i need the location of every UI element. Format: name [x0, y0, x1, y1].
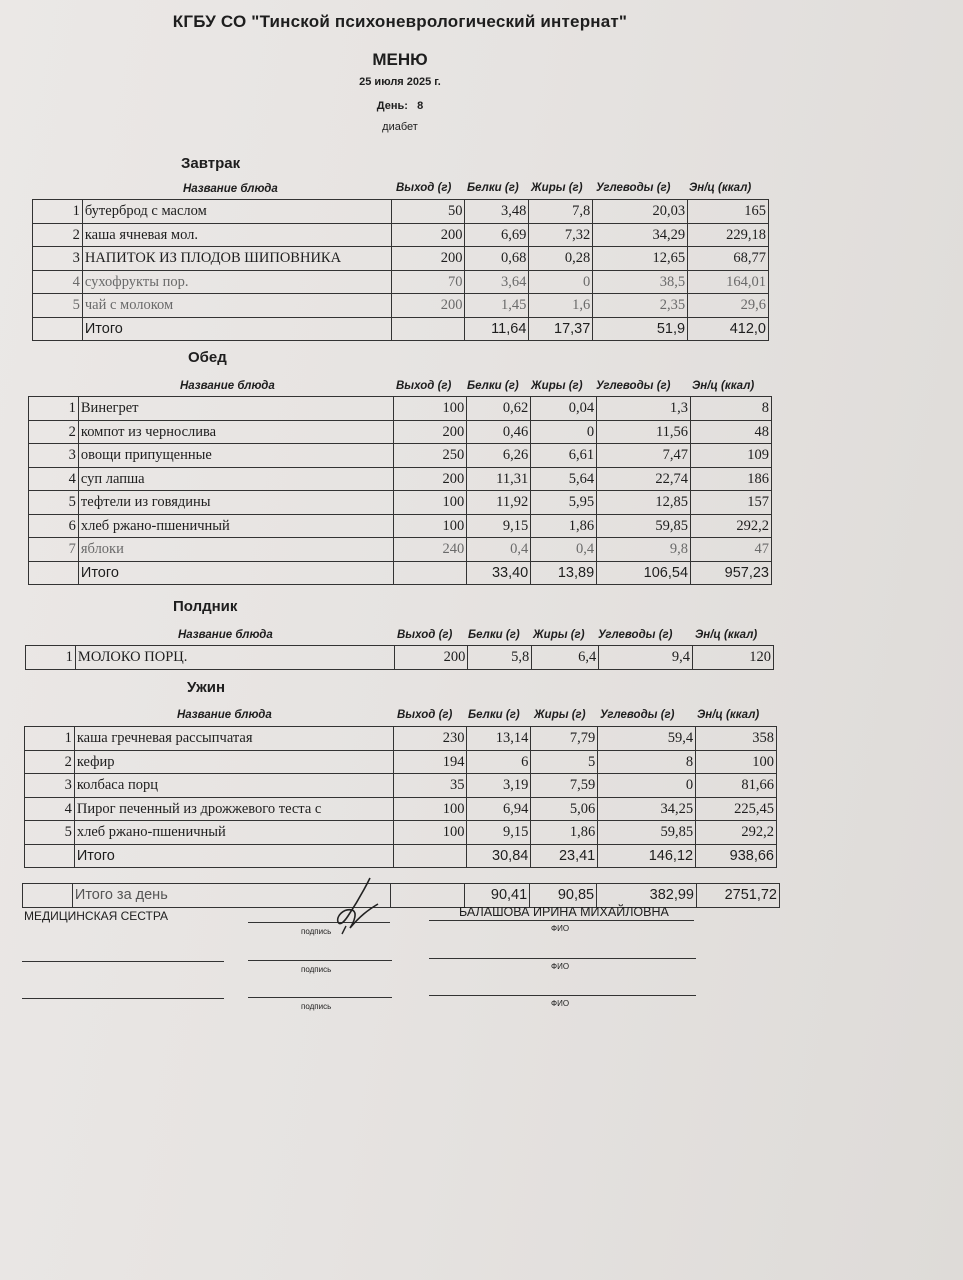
dish-fat: 0: [531, 420, 597, 444]
table-row: [33, 294, 769, 318]
snack-table: [25, 645, 774, 670]
dish-name: хлеб ржано-пшеничный: [78, 514, 394, 538]
col-header-energy: Эн/ц (ккал): [689, 182, 752, 194]
dish-energy: 165: [688, 200, 769, 224]
table-row: [33, 223, 769, 247]
row-number: 3: [29, 444, 79, 468]
fio-caption-2: ФИО: [551, 962, 570, 971]
total-energy: 957,23: [691, 561, 772, 585]
dish-yield: 100: [393, 797, 467, 821]
signature-caption-2: подпись: [301, 965, 332, 974]
row-number: 3: [25, 774, 75, 798]
dinner-table: [24, 726, 777, 868]
dish-energy: 120: [693, 646, 774, 670]
dish-carbs: 59,4: [598, 727, 696, 751]
table-row: [25, 797, 777, 821]
dish-protein: 9,15: [467, 514, 531, 538]
dish-yield: 200: [391, 294, 465, 318]
dish-yield: 100: [394, 491, 467, 515]
dish-yield: 100: [393, 821, 467, 845]
diet-type: диабет: [382, 121, 418, 133]
dish-energy: 29,6: [688, 294, 769, 318]
day-total-row: [23, 884, 780, 908]
dish-energy: 100: [696, 750, 777, 774]
total-energy: 938,66: [696, 844, 777, 868]
day-total-carbs: 382,99: [597, 884, 697, 908]
col-header-yield: Выход (г): [397, 709, 453, 721]
row-number: 3: [33, 247, 83, 271]
dish-protein: 1,45: [465, 294, 529, 318]
col-header-energy: Эн/ц (ккал): [697, 709, 760, 721]
dish-name: каша ячневая мол.: [82, 223, 391, 247]
dish-fat: 6,61: [531, 444, 597, 468]
dish-fat: 0: [529, 270, 593, 294]
day-value: 8: [417, 100, 424, 112]
dish-protein: 13,14: [467, 727, 531, 751]
dish-protein: 3,48: [465, 200, 529, 224]
dish-protein: 6,26: [467, 444, 531, 468]
table-row: [29, 538, 772, 562]
row-number: 1: [26, 646, 76, 670]
dish-yield: 200: [394, 646, 468, 670]
role-line-2: [22, 961, 224, 962]
col-header-energy: Эн/ц (ккал): [692, 380, 755, 392]
table-row: [29, 444, 772, 468]
row-number: 1: [29, 397, 79, 421]
table-row: [25, 750, 777, 774]
dish-yield: 194: [393, 750, 467, 774]
dish-name: компот из чернослива: [78, 420, 394, 444]
section-title-snack: Полдник: [173, 598, 238, 615]
col-header-carbs: Углеводы (г): [596, 182, 671, 194]
row-number: 7: [29, 538, 79, 562]
dish-energy: 358: [696, 727, 777, 751]
row-number: 1: [33, 200, 83, 224]
dish-name: тефтели из говядины: [78, 491, 394, 515]
dish-fat: 0,28: [529, 247, 593, 271]
dish-carbs: 9,4: [599, 646, 693, 670]
dish-protein: 0,68: [465, 247, 529, 271]
dish-name: овощи припущенные: [78, 444, 394, 468]
dish-fat: 7,8: [529, 200, 593, 224]
dish-name: яблоки: [78, 538, 394, 562]
total-row: [29, 561, 772, 585]
dish-energy: 164,01: [688, 270, 769, 294]
dish-energy: 292,2: [691, 514, 772, 538]
lunch-rows: [29, 397, 772, 585]
row-number: 5: [29, 491, 79, 515]
dish-yield: 200: [391, 247, 465, 271]
dish-fat: 5: [531, 750, 598, 774]
col-header-fat: Жиры (г): [533, 629, 585, 641]
dish-protein: 0,4: [467, 538, 531, 562]
col-header-carbs: Углеводы (г): [596, 380, 671, 392]
col-header-energy: Эн/ц (ккал): [695, 629, 758, 641]
table-row: [29, 491, 772, 515]
day-label: День:: [376, 100, 408, 112]
dish-name: суп лапша: [78, 467, 394, 491]
dish-yield: 100: [394, 397, 467, 421]
col-header-protein: Белки (г): [467, 380, 519, 392]
col-header-carbs: Углеводы (г): [600, 709, 675, 721]
dish-name: каша гречневая рассыпчатая: [74, 727, 393, 751]
row-number: 4: [29, 467, 79, 491]
row-number: 4: [33, 270, 83, 294]
total-protein: 33,40: [467, 561, 531, 585]
organization-name: КГБУ СО "Тинской психоневрологический интернат": [172, 12, 628, 31]
breakfast-table: [32, 199, 769, 341]
col-header-yield: Выход (г): [396, 380, 452, 392]
dish-yield: 240: [394, 538, 467, 562]
row-number: 2: [33, 223, 83, 247]
dish-name: Пирог печенный из дрожжевого теста с: [74, 797, 393, 821]
dish-protein: 0,62: [467, 397, 531, 421]
dish-energy: 47: [691, 538, 772, 562]
dish-yield: 200: [391, 223, 465, 247]
day-total-label: Итого за день: [72, 884, 391, 908]
day-total-table: [22, 883, 780, 908]
dish-carbs: 34,29: [593, 223, 688, 247]
dinner-rows: [25, 727, 777, 868]
dish-fat: 0,04: [531, 397, 597, 421]
dish-energy: 68,77: [688, 247, 769, 271]
total-protein: 11,64: [465, 317, 529, 341]
signature-caption-1: подпись: [301, 927, 332, 936]
row-number: 6: [29, 514, 79, 538]
dish-fat: 6,4: [532, 646, 599, 670]
signature-line-3: [248, 997, 392, 998]
dish-carbs: 8: [598, 750, 696, 774]
dish-yield: 100: [394, 514, 467, 538]
dish-energy: 81,66: [696, 774, 777, 798]
dish-fat: 7,79: [531, 727, 598, 751]
row-number: 2: [25, 750, 75, 774]
col-header-name: Название блюда: [177, 709, 272, 721]
total-label: Итого: [78, 561, 394, 585]
dish-energy: 186: [691, 467, 772, 491]
table-row: [25, 774, 777, 798]
table-row: [33, 247, 769, 271]
col-header-carbs: Углеводы (г): [598, 629, 673, 641]
day-total-fat: 90,85: [530, 884, 597, 908]
dish-energy: 8: [691, 397, 772, 421]
dish-energy: 157: [691, 491, 772, 515]
signer-person: БАЛАШОВА ИРИНА МИХАЙЛОВНА: [459, 905, 669, 919]
dish-fat: 7,32: [529, 223, 593, 247]
total-fat: 17,37: [529, 317, 593, 341]
col-header-protein: Белки (г): [468, 709, 520, 721]
dish-protein: 6: [467, 750, 531, 774]
dish-carbs: 38,5: [593, 270, 688, 294]
dish-protein: 11,92: [467, 491, 531, 515]
total-row: [25, 844, 777, 868]
day-total-protein: 90,41: [465, 884, 530, 908]
dish-protein: 9,15: [467, 821, 531, 845]
snack-rows: [26, 646, 774, 670]
dish-carbs: 20,03: [593, 200, 688, 224]
role-line-3: [22, 998, 224, 999]
dish-name: Винегрет: [78, 397, 394, 421]
menu-day: [300, 100, 500, 112]
dish-fat: 1,86: [531, 821, 598, 845]
dish-name: сухофрукты пор.: [82, 270, 391, 294]
table-row: [25, 727, 777, 751]
dish-fat: 5,64: [531, 467, 597, 491]
table-row: [33, 200, 769, 224]
col-header-protein: Белки (г): [467, 182, 519, 194]
dish-yield: 35: [393, 774, 467, 798]
dish-carbs: 2,35: [593, 294, 688, 318]
dish-name: НАПИТОК ИЗ ПЛОДОВ ШИПОВНИКА: [82, 247, 391, 271]
table-row: [25, 821, 777, 845]
col-header-name: Название блюда: [183, 183, 278, 195]
dish-yield: 230: [393, 727, 467, 751]
dish-yield: 200: [394, 467, 467, 491]
row-number: 5: [33, 294, 83, 318]
dish-carbs: 11,56: [597, 420, 691, 444]
dish-yield: 200: [394, 420, 467, 444]
row-number: 4: [25, 797, 75, 821]
fio-line-2: [429, 958, 696, 959]
col-header-yield: Выход (г): [397, 629, 453, 641]
dish-fat: 5,95: [531, 491, 597, 515]
dish-energy: 109: [691, 444, 772, 468]
dish-carbs: 7,47: [597, 444, 691, 468]
total-protein: 30,84: [467, 844, 531, 868]
signer-role: МЕДИЦИНСКАЯ СЕСТРА: [24, 909, 169, 923]
dish-carbs: 12,65: [593, 247, 688, 271]
dish-carbs: 59,85: [597, 514, 691, 538]
handwritten-signature: [330, 876, 382, 936]
dish-name: МОЛОКО ПОРЦ.: [75, 646, 394, 670]
dish-name: хлеб ржано-пшеничный: [74, 821, 393, 845]
dish-energy: 48: [691, 420, 772, 444]
section-title-lunch: Обед: [188, 349, 227, 366]
dish-protein: 3,19: [467, 774, 531, 798]
table-row: [29, 514, 772, 538]
dish-carbs: 12,85: [597, 491, 691, 515]
row-number: 2: [29, 420, 79, 444]
dish-fat: 1,6: [529, 294, 593, 318]
total-carbs: 146,12: [598, 844, 696, 868]
dish-carbs: 1,3: [597, 397, 691, 421]
total-carbs: 106,54: [597, 561, 691, 585]
dish-yield: 250: [394, 444, 467, 468]
total-fat: 13,89: [531, 561, 597, 585]
dish-fat: 1,86: [531, 514, 597, 538]
col-header-name: Название блюда: [178, 629, 273, 641]
dish-protein: 0,46: [467, 420, 531, 444]
dish-fat: 7,59: [531, 774, 598, 798]
dish-carbs: 9,8: [597, 538, 691, 562]
dish-name: бутерброд с маслом: [82, 200, 391, 224]
table-row: [29, 467, 772, 491]
fio-caption-1: ФИО: [551, 924, 570, 933]
dish-protein: 11,31: [467, 467, 531, 491]
fio-line-1: [429, 920, 694, 921]
section-title-breakfast: Завтрак: [181, 155, 241, 172]
page-title: МЕНЮ: [372, 50, 428, 69]
day-total-energy: 2751,72: [697, 884, 780, 908]
breakfast-rows: [33, 200, 769, 341]
dish-energy: 229,18: [688, 223, 769, 247]
table-row: [33, 270, 769, 294]
dish-protein: 5,8: [468, 646, 532, 670]
total-label: Итого: [74, 844, 393, 868]
col-header-fat: Жиры (г): [531, 380, 583, 392]
table-row: [26, 646, 774, 670]
signature-line-2: [248, 960, 392, 961]
dish-energy: 225,45: [696, 797, 777, 821]
dish-protein: 3,64: [465, 270, 529, 294]
dish-yield: 50: [391, 200, 465, 224]
total-carbs: 51,9: [593, 317, 688, 341]
signature-caption-3: подпись: [301, 1002, 332, 1011]
dish-carbs: 22,74: [597, 467, 691, 491]
total-row: [33, 317, 769, 341]
dish-carbs: 59,85: [598, 821, 696, 845]
section-title-dinner: Ужин: [187, 679, 226, 696]
col-header-yield: Выход (г): [396, 182, 452, 194]
dish-name: кефир: [74, 750, 393, 774]
dish-carbs: 34,25: [598, 797, 696, 821]
fio-line-3: [429, 995, 696, 996]
col-header-fat: Жиры (г): [531, 182, 583, 194]
table-row: [29, 420, 772, 444]
lunch-table: [28, 396, 772, 585]
fio-caption-3: ФИО: [551, 999, 570, 1008]
table-row: [29, 397, 772, 421]
col-header-name: Название блюда: [180, 380, 275, 392]
col-header-protein: Белки (г): [468, 629, 520, 641]
col-header-fat: Жиры (г): [534, 709, 586, 721]
dish-fat: 0,4: [531, 538, 597, 562]
dish-protein: 6,69: [465, 223, 529, 247]
dish-carbs: 0: [598, 774, 696, 798]
dish-yield: 70: [391, 270, 465, 294]
total-fat: 23,41: [531, 844, 598, 868]
dish-name: чай с молоком: [82, 294, 391, 318]
menu-date: 25 июля 2025 г.: [359, 76, 441, 88]
total-energy: 412,0: [688, 317, 769, 341]
dish-fat: 5,06: [531, 797, 598, 821]
row-number: 5: [25, 821, 75, 845]
dish-protein: 6,94: [467, 797, 531, 821]
dish-name: колбаса порц: [74, 774, 393, 798]
row-number: 1: [25, 727, 75, 751]
dish-energy: 292,2: [696, 821, 777, 845]
total-label: Итого: [82, 317, 391, 341]
